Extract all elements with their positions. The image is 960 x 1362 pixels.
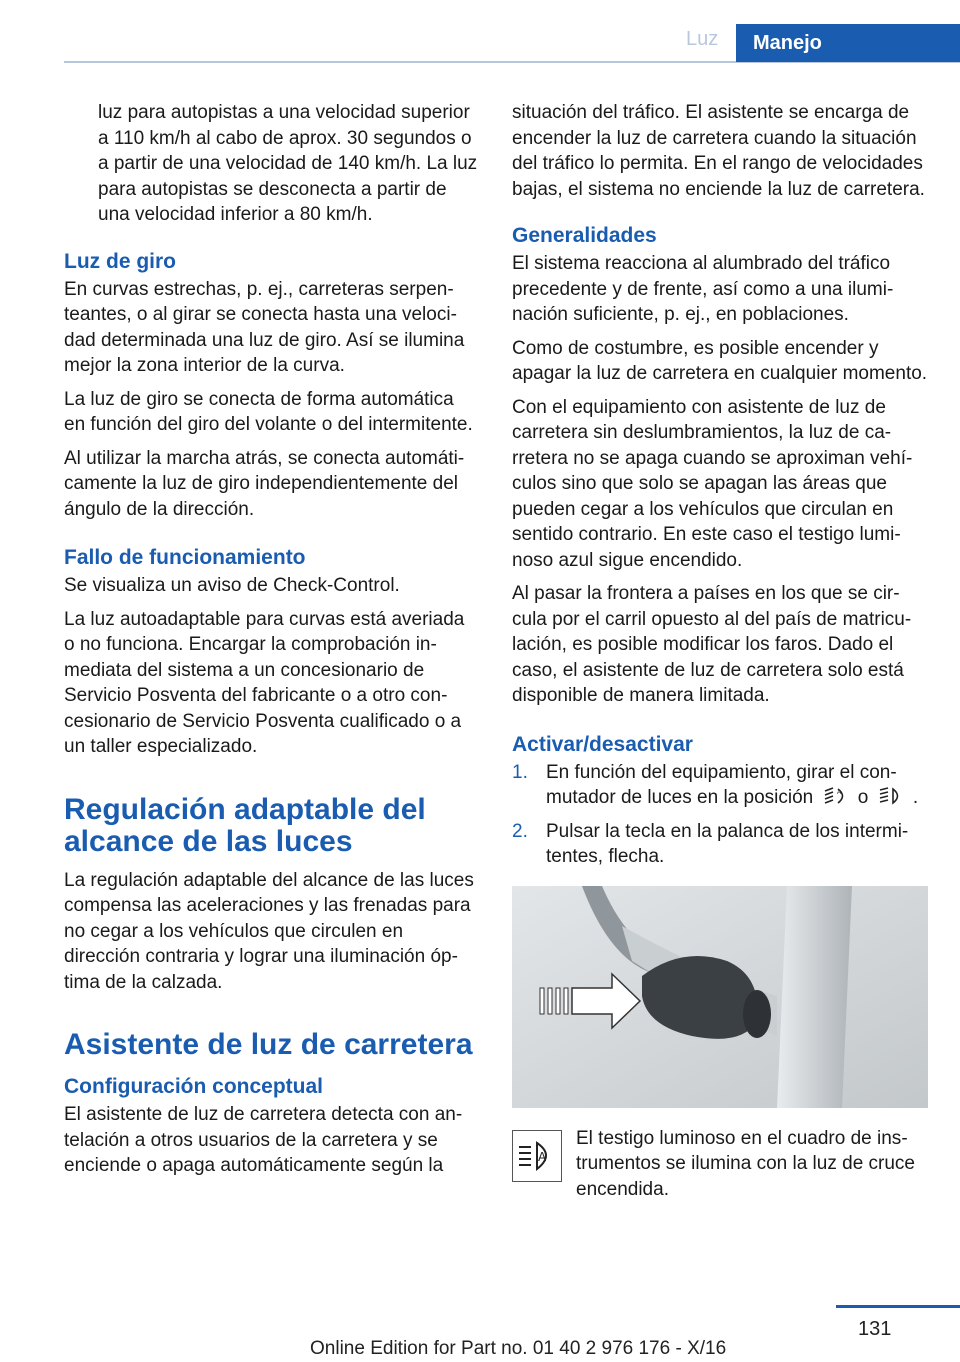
fallo-paragraph-2: La luz autoadaptable para curvas está averiada o no funciona. Encargar la comprobación inmediata del sistema a un concesionario de Servicio Posventa del fabricante o a otro concesionario de Servicio Posventa cualificado o a un taller especializado. xyxy=(64,608,465,757)
general-paragraph-2: Como de costumbre, es posible encender y apagar la luz de carretera en cualquier momento. xyxy=(512,337,928,384)
header-chapter-tab: Manejo xyxy=(736,24,960,62)
heading-generalidades: Generalidades xyxy=(512,224,657,247)
left-column xyxy=(64,100,480,1187)
lever-illustration xyxy=(512,886,928,1108)
step-1-text: En función del equipamiento, girar el conmutador de luces en la posición xyxy=(546,761,897,808)
indicator-note xyxy=(512,1126,928,1211)
continuation-paragraph: situación del tráfico. El asistente se encarga de encender la luz de carretera cuando la situación del tráfico lo permita. En el rango de velocidades bajas, el sistema no enciende la luz de carretera. xyxy=(512,102,925,200)
page-number: 131 xyxy=(858,1318,892,1340)
step-1-number: 1. xyxy=(512,761,528,783)
giro-paragraph-3: Al utilizar la marcha atrás, se conecta automáticamente la luz de giro independientemente del ángulo de la dirección. xyxy=(64,447,465,520)
fallo-paragraph-1: Se visualiza un aviso de Check-Control. xyxy=(64,575,400,596)
svg-text:A: A xyxy=(836,790,841,796)
heading-regulacion: Regulación adaptable del alcance de las luces xyxy=(64,792,426,858)
general-paragraph-1: El sistema reacciona al alumbrado del tráfico precedente y de frente, así como a una iluminación suficiente, p. ej., en poblaciones. xyxy=(512,253,894,325)
step-2 xyxy=(512,819,928,870)
step-1-end: . xyxy=(912,787,919,808)
giro-paragraph-1: En curvas estrechas, p. ej., carreteras serpenteantes, o al girar se conecta hasta una velocidad determinada una luz de giro. Así se ilumina mejor la zona interior de la curva. xyxy=(64,278,465,376)
heading-fallo: Fallo de funcionamiento xyxy=(64,546,306,569)
step-1-body xyxy=(546,760,928,811)
general-paragraph-4: Al pasar la frontera a países en los que se circula por el carril opuesto al del país de matriculación, es posible modificar los faros. Dado el caso, el asistente de luz de carretera solo está disponible de manera limitada. xyxy=(512,583,912,706)
general-paragraph-3: Con el equipamiento con asistente de luz de carretera sin deslumbramientos, la luz de carretera no se apaga cuando se aproximan vehículos sino que solo se apagan las áreas que pueden cegar a los vehículos que circulan en sentido contrario. En este caso el testigo luminoso azul sigue encendido. xyxy=(512,396,913,571)
high-beam-assistant-indicator-icon xyxy=(512,1130,562,1182)
giro-paragraph-2: La luz de giro se conecta de forma automática en función del giro del volante o del intermitente. xyxy=(64,388,473,435)
footer-rule xyxy=(836,1305,960,1308)
right-column xyxy=(512,100,928,1210)
edition-footer: Online Edition for Part no. 01 40 2 976 176 - X/16 xyxy=(310,1338,727,1359)
header-section-label: Luz xyxy=(686,28,719,50)
step-2-number: 2. xyxy=(512,820,528,842)
heading-luz-de-giro: Luz de giro xyxy=(64,249,176,273)
heading-activar: Activar/desactivar xyxy=(512,732,693,756)
step-1-or: o xyxy=(857,787,869,808)
step-2-text: Pulsar la tecla en la palanca de los intermitentes, flecha. xyxy=(546,820,909,867)
heading-asistente: Asistente de luz de carretera xyxy=(64,1028,473,1061)
heading-configuracion: Configuración conceptual xyxy=(64,1075,324,1098)
turn-signal-lever-figure xyxy=(512,886,928,1108)
svg-text:A: A xyxy=(538,1149,547,1164)
config-paragraph: El asistente de luz de carretera detecta con antelación a otros usuarios de la carretera y se enciende o apaga automáticamente según la xyxy=(64,1104,463,1176)
intro-paragraph: luz para autopistas a una velocidad superior a 110 km/h al cabo de aprox. 30 segundos o a partir de una velocidad de 140 km/h. La luz para autopistas se desconecta a partir de una velocidad inferior a 80 km/h. xyxy=(98,102,478,225)
indicator-text: El testigo luminoso en el cuadro de instrumentos se ilumina con la luz de cruce encendida. xyxy=(576,1127,915,1200)
low-beam-position-icon xyxy=(878,786,904,806)
regulacion-paragraph: La regulación adaptable del alcance de las luces compensa las aceleraciones y las frenadas para no cegar a los vehículos que circulen en dirección contraria y lograr una iluminación óptima de la calzada. xyxy=(64,869,474,993)
step-1 xyxy=(512,760,928,811)
auto-light-position-icon xyxy=(823,786,849,806)
